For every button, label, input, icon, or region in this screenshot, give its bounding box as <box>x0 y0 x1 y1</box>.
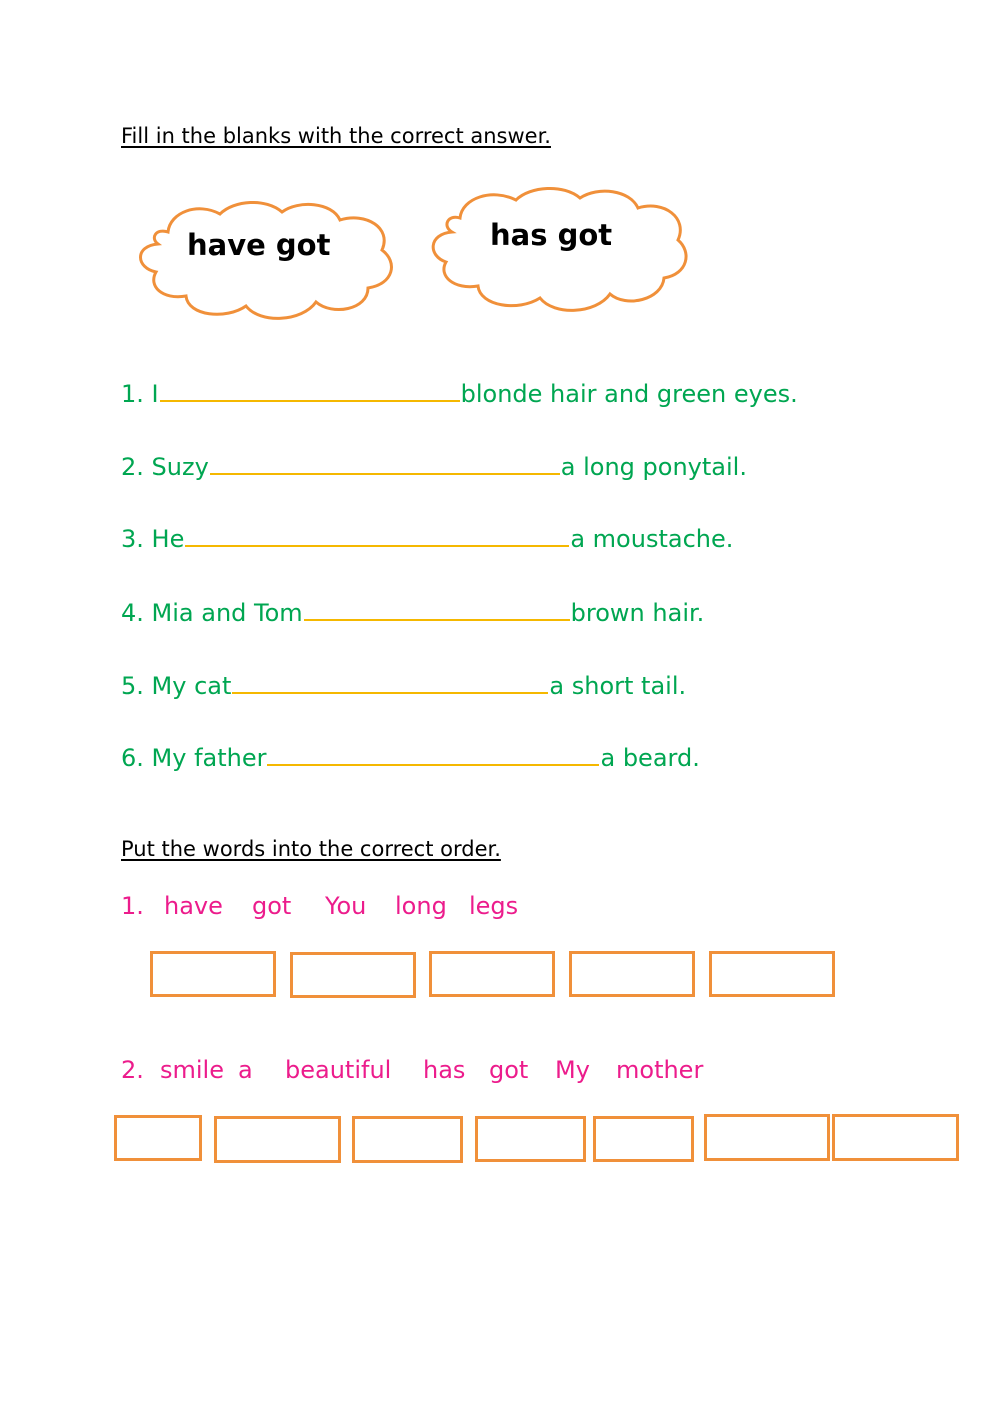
fill-sentence-4 <box>121 595 704 627</box>
scrambled-word: mother <box>616 1056 704 1084</box>
fill-sentence-1 <box>121 376 798 408</box>
fill-blanks-instruction: Fill in the blanks with the correct answer. <box>121 124 551 148</box>
answer-blank[interactable] <box>304 595 570 621</box>
scrambled-word: got <box>489 1056 529 1084</box>
sentence-suffix: a short tail. <box>549 672 687 700</box>
answer-box[interactable] <box>429 951 555 997</box>
word-order-question-1 <box>0 892 1000 924</box>
scrambled-word: legs <box>469 892 519 920</box>
sentence-suffix: brown hair. <box>570 599 705 627</box>
scrambled-word: smile <box>160 1056 224 1084</box>
fill-sentence-3 <box>121 521 733 553</box>
answer-blank[interactable] <box>267 740 599 766</box>
answer-box[interactable] <box>352 1116 463 1163</box>
sentence-prefix: 5. My cat <box>121 672 232 700</box>
answer-blank[interactable] <box>232 668 548 694</box>
word-bank-has-got: has got <box>490 218 613 252</box>
fill-sentence-5 <box>121 668 686 700</box>
answer-box[interactable] <box>475 1116 586 1162</box>
fill-sentence-2 <box>121 449 747 481</box>
scrambled-word: have <box>164 892 223 920</box>
answer-box[interactable] <box>832 1114 959 1161</box>
word-bank-cloud-have-got <box>136 198 398 322</box>
scrambled-word: long <box>395 892 447 920</box>
answer-box[interactable] <box>569 951 695 997</box>
sentence-suffix: a long ponytail. <box>560 453 747 481</box>
sentence-suffix: blonde hair and green eyes. <box>460 380 798 408</box>
answer-box[interactable] <box>214 1116 341 1163</box>
answer-box[interactable] <box>593 1116 694 1162</box>
sentence-suffix: a moustache. <box>570 525 734 553</box>
scrambled-word: a <box>238 1056 253 1084</box>
word-order-instruction: Put the words into the correct order. <box>121 837 501 861</box>
sentence-prefix: 4. Mia and Tom <box>121 599 303 627</box>
sentence-prefix: 6. My father <box>121 744 267 772</box>
question-number: 2. <box>121 1056 144 1084</box>
word-bank-have-got: have got <box>187 228 331 262</box>
answer-blank[interactable] <box>185 521 569 547</box>
answer-box[interactable] <box>704 1114 830 1161</box>
question-number: 1. <box>121 892 144 920</box>
answer-box[interactable] <box>150 951 276 997</box>
answer-blank[interactable] <box>210 449 560 475</box>
sentence-suffix: a beard. <box>600 744 700 772</box>
scrambled-word: beautiful <box>285 1056 392 1084</box>
word-order-question-2 <box>0 1056 1000 1088</box>
sentence-prefix: 2. Suzy <box>121 453 209 481</box>
scrambled-word: You <box>325 892 367 920</box>
scrambled-word: has <box>423 1056 466 1084</box>
sentence-prefix: 3. He <box>121 525 185 553</box>
answer-box[interactable] <box>114 1115 202 1161</box>
scrambled-word: got <box>252 892 292 920</box>
word-bank-cloud-has-got <box>430 186 692 314</box>
answer-box[interactable] <box>709 951 835 997</box>
sentence-prefix: 1. I <box>121 380 159 408</box>
answer-box[interactable] <box>290 952 416 998</box>
answer-blank[interactable] <box>160 376 460 402</box>
fill-sentence-6 <box>121 740 700 772</box>
scrambled-word: My <box>555 1056 590 1084</box>
